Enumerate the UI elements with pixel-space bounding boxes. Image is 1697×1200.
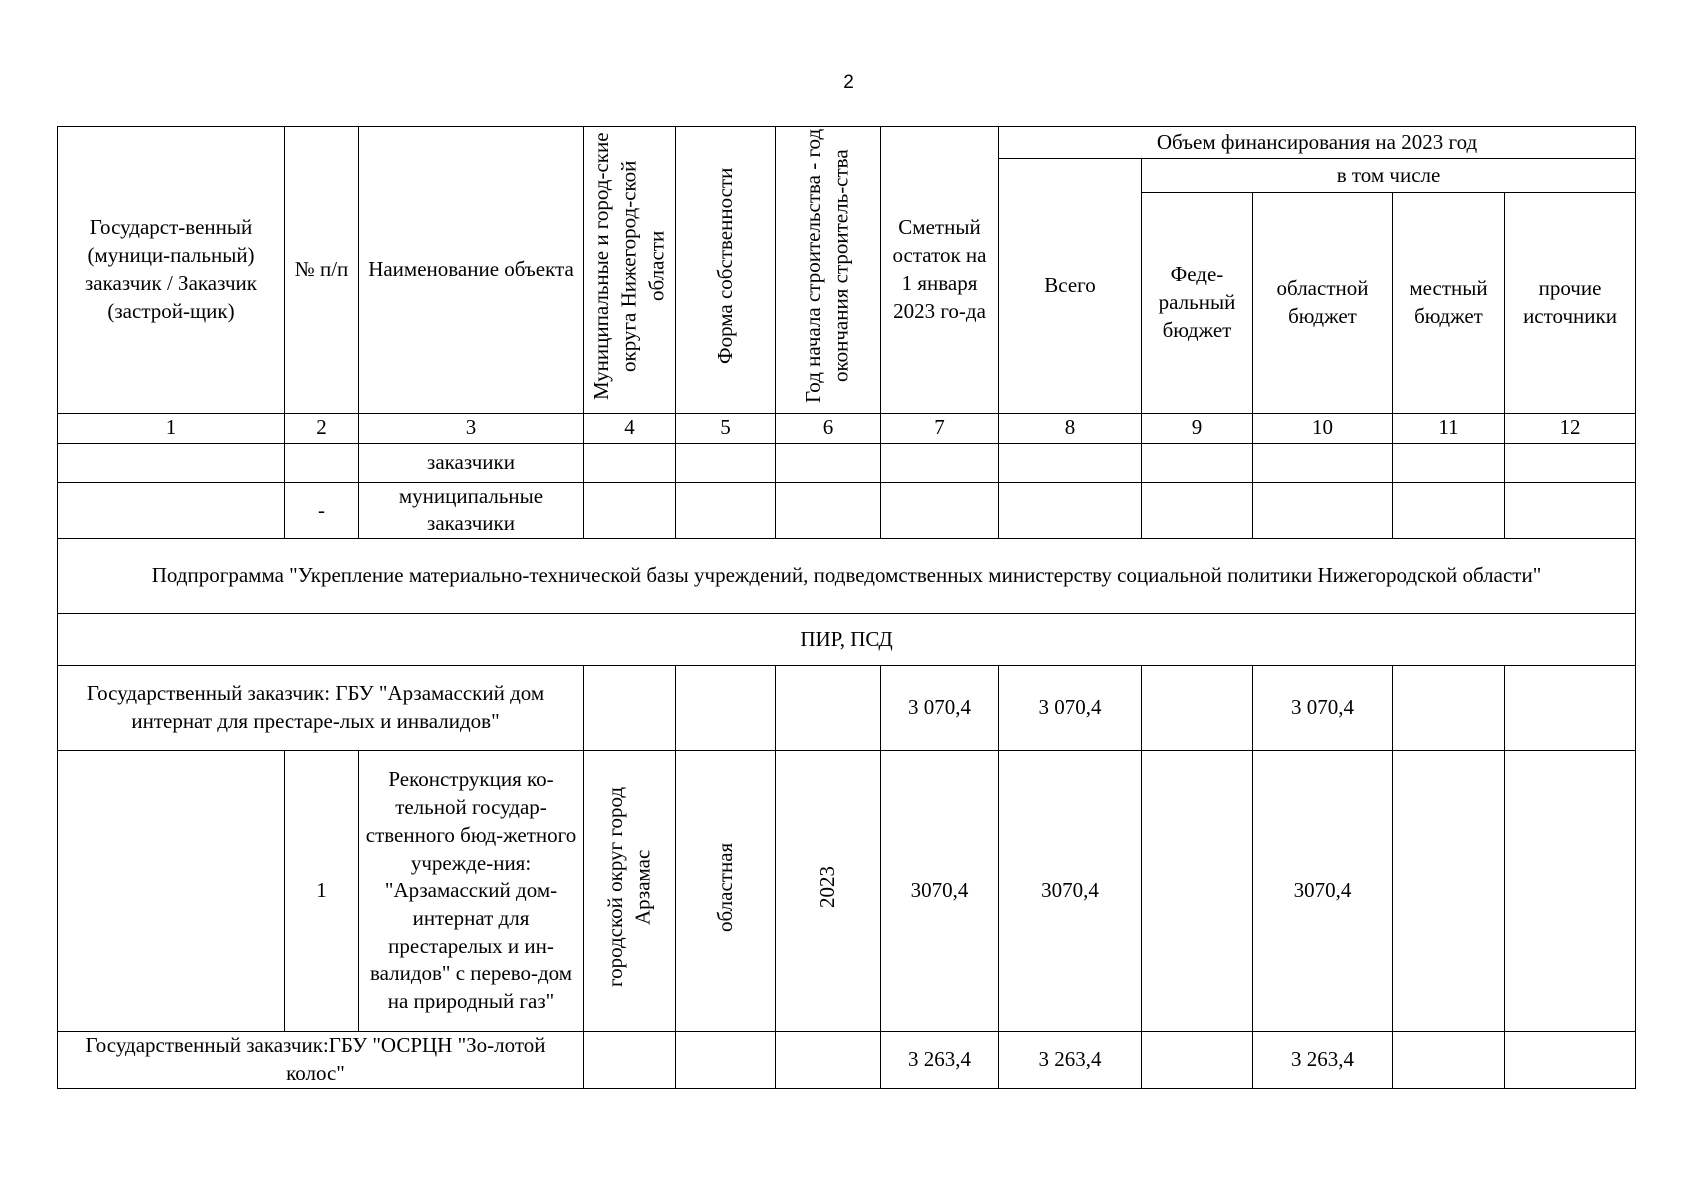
col-number: 4 (584, 413, 676, 443)
col-number: 2 (285, 413, 359, 443)
financing-table (57, 126, 1636, 1089)
header-total: Всего (999, 159, 1142, 414)
regional-budget-amount: 3070,4 (1253, 751, 1393, 1032)
header-district: Муниципальные и город-ские округа Нижегород-ской области (584, 127, 676, 414)
column-numbers-row (58, 413, 1636, 443)
total-amount: 3070,4 (999, 751, 1142, 1032)
customer-name: Государственный заказчик: ГБУ "Арзамасский дом интернат для престаре-лых и инвалидов" (58, 666, 584, 751)
header-ownership: Форма собственности (676, 127, 776, 414)
col-number: 9 (1142, 413, 1253, 443)
header-years: Год начала строительства - год окончания строитель-ства (776, 127, 881, 414)
row-number: 1 (285, 751, 359, 1032)
table-row (58, 751, 1636, 1032)
regional-budget-amount: 3 263,4 (1253, 1032, 1393, 1089)
subprogram-title: Подпрограмма "Укрепление материально-технической базы учреждений, подведомственных министерству социальной политики Нижегородской области" (58, 539, 1636, 614)
header-federal-budget: Феде-ральный бюджет (1142, 192, 1253, 413)
header-funding: Объем финансирования на 2023 год (999, 127, 1636, 159)
table-row (58, 666, 1636, 751)
estimate-balance: 3 070,4 (881, 666, 999, 751)
col-number: 7 (881, 413, 999, 443)
table-row (58, 1032, 1636, 1089)
header-number: № п/п (285, 127, 359, 414)
col-number: 6 (776, 413, 881, 443)
col-number: 3 (359, 413, 584, 443)
object-year: 2023 (776, 751, 881, 1032)
header-other-sources: прочие источники (1505, 192, 1636, 413)
col-number: 8 (999, 413, 1142, 443)
col-number: 12 (1505, 413, 1636, 443)
header-local-budget: местный бюджет (1393, 192, 1505, 413)
row-municipal-customers: муниципальные заказчики (359, 482, 584, 538)
customer-name: Государственный заказчик:ГБУ "ОСРЦН "Зо-лотой колос" (58, 1032, 584, 1089)
header-including: в том числе (1142, 159, 1636, 193)
object-ownership: областная (676, 751, 776, 1032)
col-number: 10 (1253, 413, 1393, 443)
header-object-name: Наименование объекта (359, 127, 584, 414)
object-name: Реконструкция ко-тельной государ-ственного бюд-жетного учрежде-ния: "Арзамасский дом-интернат для престарелых и ин-валидов" с перево-дом на природный газ" (359, 751, 584, 1032)
col-number: 5 (676, 413, 776, 443)
page-number: 2 (843, 72, 854, 93)
object-district: городской округ город Арзамас (584, 751, 676, 1032)
total-amount: 3 070,4 (999, 666, 1142, 751)
col-number: 11 (1393, 413, 1505, 443)
table-row (58, 482, 1636, 538)
section-title: ПИР, ПСД (58, 614, 1636, 666)
row-number: - (285, 482, 359, 538)
row-customers-label: заказчики (359, 443, 584, 482)
col-number: 1 (58, 413, 285, 443)
header-customer: Государст-венный (муници-пальный) заказчик / Заказчик (застрой-щик) (58, 127, 285, 414)
estimate-balance: 3 263,4 (881, 1032, 999, 1089)
table-row (58, 443, 1636, 482)
estimate-balance: 3070,4 (881, 751, 999, 1032)
total-amount: 3 263,4 (999, 1032, 1142, 1089)
header-estimate-balance: Сметный остаток на 1 января 2023 го-да (881, 127, 999, 414)
header-regional-budget: областной бюджет (1253, 192, 1393, 413)
regional-budget-amount: 3 070,4 (1253, 666, 1393, 751)
